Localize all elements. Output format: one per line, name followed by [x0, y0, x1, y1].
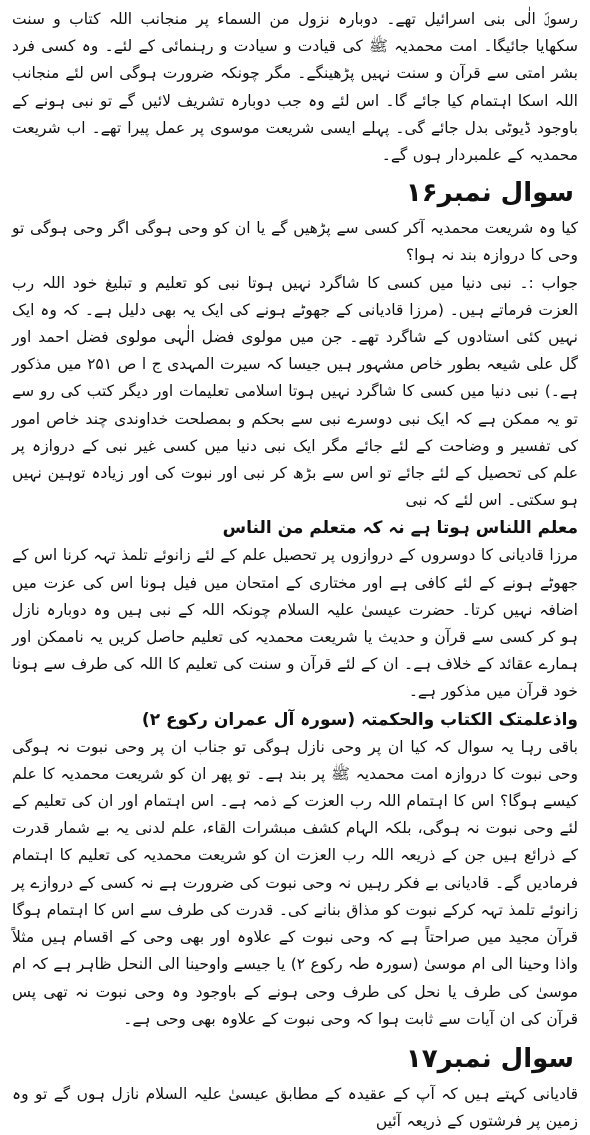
question-16-text: کیا وہ شریعت محمدیہ آکر کسی سے پڑھیں گے یا ان کو وحی ہوگی اگر وحی ہوگی تو وحی کا دروازہ بند نہ ہوا؟	[12, 219, 578, 265]
arabic-phrase-teacher: معلم اللناس ہوتا ہے نہ کہ متعلم من الناس	[222, 518, 578, 539]
intro-paragraph: رسولؐ الٰی بنی اسرائیل تھے۔ دوبارہ نزول من السماء پر منجانب اللہ کتاب و سنت سکھایا جائیگا۔ امت محمدیہ ﷺ کی قیادت و سیادت و رہنمائی کے لئے۔ وہ کسی فرد بشر امتی سے قرآن و سنت نہیں پڑھینگے۔ مگر چونکہ ضرورت ہوگی اس لئے منجانب اللہ اسکا اہتمام کیا جائے گا۔ اس لئے وہ جب دوبارہ تشریف لائیں گے تو نبی ہونے کے باوجود ڈیوٹی بدل جائے گی۔ پہلے ایسی شریعت موسوی پر عمل پیرا تھے۔ اب شریعت محمدیہ کے علمبردار ہوں گے۔	[12, 10, 578, 165]
question-16-answer-continued: مرزا قادیانی کا دوسروں کے دروازوں پر تحصیل علم کے لئے زانوئے تلمذ تہہ کرنا اس کے جھوٹے ہونے کے لئے کافی ہے اور مختاری کے امتحان میں فیل ہونا اس کی عزت میں اضافہ نہیں کرتا۔ حضرت عیسیٰ علیہ السلام چونکہ اللہ کے نبی ہیں وہ دوبارہ نازل ہو کر کسی سے قرآن و حدیث یا شریعت محمدیہ کی تعلیم حاصل کریں یہ ناممکن اور ہمارے عقائد کے خلاف ہے۔ ان کے لئے قرآن و سنت کی تعلیم کا اللہ کی طرف سے ہونا خود قرآن میں مذکور ہے۔	[12, 546, 578, 701]
question-17-heading: سوال نمبر۱۷	[405, 1043, 574, 1074]
question-16-heading: سوال نمبر۱۶	[405, 178, 574, 209]
question-16-answer-final: باقی رہا یہ سوال کہ کیا ان پر وحی نازل ہوگی تو جناب ان پر وحی نبوت نہ ہوگی وحی نبوت کا دروازہ امت محمدیہ ﷺ پر بند ہے۔ تو پھر ان کو شریعت محمدیہ کا علم کیسے ہوگا؟ اس کا اہتمام اللہ رب العزت کے ذمہ ہے۔ اس اہتمام اور ان کی تعلیم کے لئے وحی نبوت نہ ہوگی، بلکہ الہام کشف مبشرات القاء، علم لدنی یہ بے شمار قدرت کے ذرائع ہیں جن کے ذریعہ اللہ رب العزت ان کو شریعت محمدیہ کی تعلیم کا اہتمام فرمادیں گے۔ قادیانی بے فکر رہیں نہ وحی نبوت کی ضرورت ہے نہ کسی کے دروازے پر زانوئے تلمذ تہہ کرکے نبوت کو مذاق بنانے کی۔ قدرت کی طرف سے اس کا اہتمام ہوگا قرآن مجید میں صراحتاً ہے کہ وحی نبوت کے علاوہ اور بھی وحی کے اقسام ہیں مثلاً واذا وحینا الی ام موسیٰ (سورہ طہ رکوع ۲) یا جیسے واوحینا الی النحل ظاہر ہے کہ ام موسیٰ کی طرف یا نحل کی طرف وحی ہونے کے باوجود وہ وحی نبوت نہ تھی پس قرآن کی ان آیات سے ثابت ہوا کہ وحی نبوت کے علاوہ بھی وحی ہے۔	[12, 737, 578, 1028]
question-16-answer: جواب :۔ نبی دنیا میں کسی کا شاگرد نہیں ہوتا نبی کو تعلیم و تبلیغ خود اللہ رب العزت فرماتے ہیں۔ (مرزا قادیانی کے جھوٹے ہونے کی ایک یہ بھی دلیل ہے۔ کہ وہ ایک نہیں کئی استادوں کے شاگرد تھے۔ جن میں مولوی فضل الٰہی مولوی فضل احمد اور گل علی شیعہ بطور خاص مشہور ہیں جیسا کہ سیرت المہدی ج ا ص ۲۵۱ میں مذکور ہے۔) نبی دنیا میں کسی کا شاگرد نہیں ہوتا اسلامی تعلیمات اور دیگر کتب کی رو سے تو یہ ممکن ہے کہ ایک نبی دوسرے نبی سے بحکم و بمصلحت خداوندی چند خاص امور کی تفسیر و وضاحت کے لئے جائے مگر ایک نبی دنیا میں کسی غیر نبی کے دروازہ پر علم کی تحصیل کے لئے جائے تو اس سے بڑھ کر نبی اور نبوت کی اور زیادہ توہین نہیں ہو سکتی۔ اس لئے کہ نبی	[12, 273, 578, 510]
quran-verse-reference: واذعلمتک الکتاب والحکمتہ (سورہ آل عمران رکوع ۲)	[141, 709, 578, 730]
question-17-text: قادیانی کہتے ہیں کہ آپ کے عقیدہ کے مطابق عیسیٰ علیہ السلام نازل ہوں گے تو وہ زمین پر فرشتوں کے ذریعہ آئیں	[12, 1084, 578, 1131]
